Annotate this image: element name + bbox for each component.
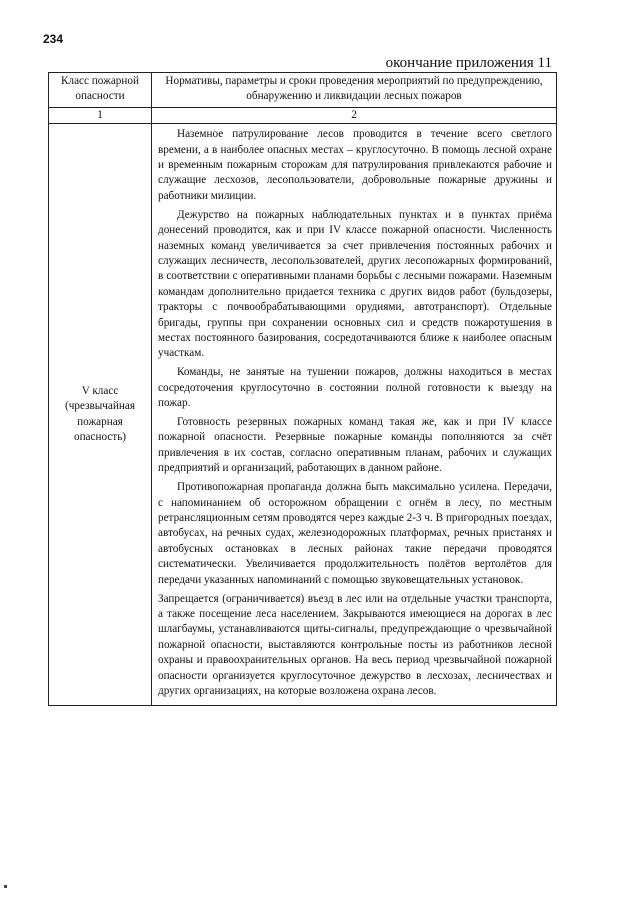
measures-paragraph: Противопожарная пропаганда должна быть максимально усилена. Передачи, с напоминанием об осторожном обращении с огнём в лесу, по местным ретрансляционным сетям проводятся через каждые 2-3 ч. В пригородных поездах, автобусах, на речных судах, железнодорожных платформах, речных пристанях и автобусных остановках в лесных районах такие передачи проводятся систематически. Увеличивается продолжительность полётов вертолётов для передачи указанных напоминаний с помощью звуковещательных установок. <box>158 481 552 586</box>
measures-paragraph: Запрещается (ограничивается) въезд в лес или на отдельные участки транспорта, а также посещение леса населением. Закрываются имеющиеся на дорогах в лес шлагбаумы, устанавливаются щиты-сигналы, предупреждающие о чрезвычайной пожарной опасности, выставляются контрольные посты из работников лесной охраны и правоохранительных органов. На весь период чрезвычайной пожарной опасности организуется круглосуточное дежурство в лесхозах, лесничествах и других организациях, на которые возложена охрана лесов. <box>158 592 552 697</box>
column-number-1: 1 <box>49 107 152 123</box>
measures-cell <box>152 124 557 706</box>
scan-speck <box>4 885 7 888</box>
measures-paragraph: Готовность резервных пожарных команд такая же, как и при IV классе пожарной опасности. Резервные пожарные команды пополняются за счёт привлечения в их состав, согласно оперативным планам, рабочих и служащих предприятий и организаций, работающих в данном районе. <box>158 416 552 475</box>
appendix-continuation-note: окончание приложения 11 <box>385 55 552 71</box>
header-measures: Нормативы, параметры и сроки проведения мероприятий по предупреждению, обнаружению и ликвидации лесных пожаров <box>152 73 557 108</box>
column-number-row <box>49 107 557 123</box>
page-number: 234 <box>43 32 64 46</box>
header-fire-class: Класс пожарной опасности <box>49 73 152 108</box>
fire-danger-table <box>48 72 557 706</box>
table-header-row <box>49 73 557 108</box>
column-number-2: 2 <box>152 107 557 123</box>
fire-class-cell: V класс (чрезвычайная пожарная опасность) <box>49 124 152 706</box>
table-row <box>49 124 557 706</box>
measures-paragraph: Наземное патрулирование лесов проводится в течение всего светлого времени, а в наиболее опасных местах – круглосуточно. В помощь лесной охране и временным пожарным сторожам для патрулирования привлекаются рабочие и служащие лесхозов, лесопользователи, добровольные пожарные дружины и работники милиции. <box>158 128 552 202</box>
measures-paragraph: Дежурство на пожарных наблюдательных пунктах и в пунктах приёма донесений проводится, как и при IV классе пожарной опасности. Численность наземных команд увеличивается за счет привлечения постоянных рабочих и служащих лесничеств, лесопользователей, других лесопожарных формирований, в соответствии с оперативными планами борьбы с лесными пожарами. Наземным командам дополнительно придается техника с других видов работ (бульдозеры, тракторы с почвообрабатывающими орудиями, автотранспорт). Отдельные бригады, группы при сохранении основных сил и средств пожаротушения в местах постоянного базирования, сосредотачиваются ближе к наиболее опасным участкам. <box>158 208 552 360</box>
measures-paragraph: Команды, не занятые на тушении пожаров, должны находиться в местах сосредоточения круглосуточно в состоянии полной готовности к выезду на пожар. <box>158 366 552 410</box>
